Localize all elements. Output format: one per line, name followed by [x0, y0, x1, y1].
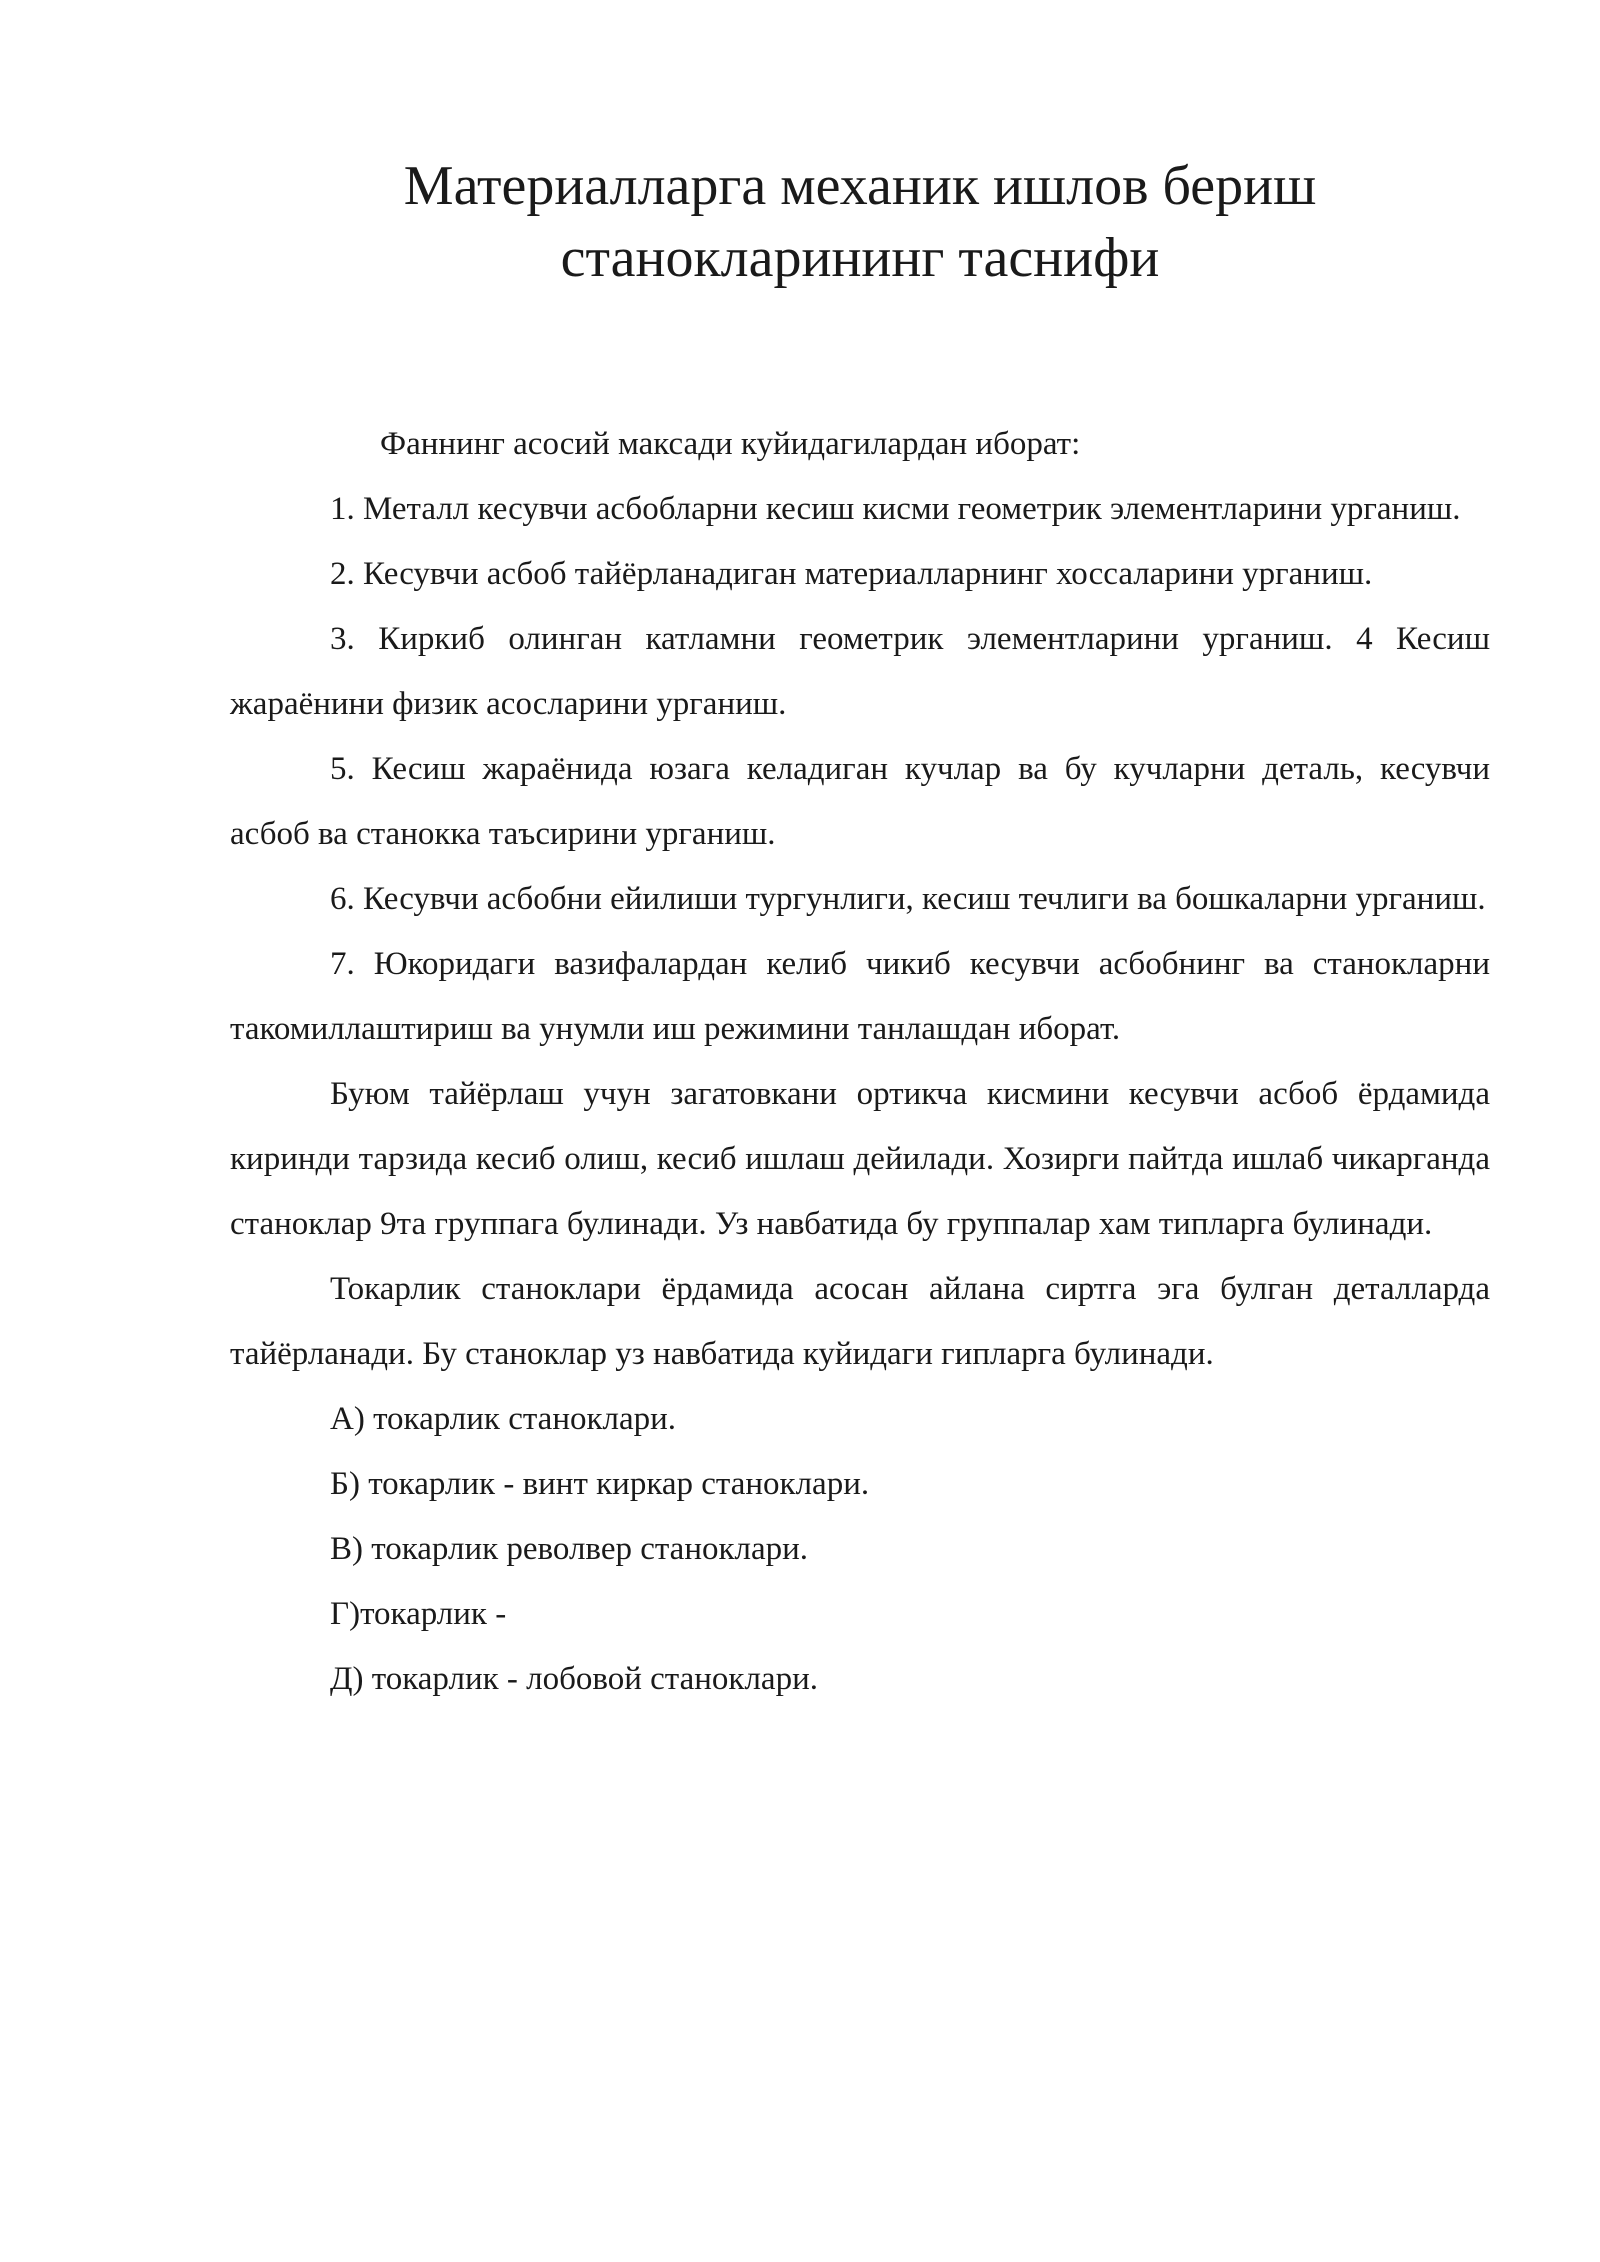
objective-item-6: 6. Кесувчи асбобни ейилиши тургунлиги, кесиш течлиги ва бошкаларни урганиш. — [330, 881, 1486, 917]
title-line-2: станокларининг таснифи — [560, 227, 1160, 289]
lathe-type-v: В) токарлик револвер станоклари. — [330, 1531, 809, 1567]
title-line-1: Материалларга механик ишлов бериш — [403, 155, 1317, 217]
objective-item-5: 5. Кесиш жараёнида юзага келадиган кучлар ва бу кучларни деталь, кесувчи асбоб ва станокка таъсирини урганиш. — [230, 751, 1490, 852]
lathe-paragraph: Токарлик станоклари ёрдамида асосан айлана сиртга эга булган деталларда тайёрланади. Бу станоклар уз навбатида куйидаги гипларга булинади. — [230, 1271, 1490, 1372]
intro-paragraph: Фаннинг асосий максади куйидагилардан иборат: — [380, 426, 1081, 462]
document-title — [230, 150, 1490, 294]
lathe-type-a: А) токарлик станоклари. — [330, 1401, 677, 1437]
lathe-type-g: Г)токарлик - — [330, 1596, 507, 1632]
objective-item-3: 3. Киркиб олинган катламни геометрик элементларини урганиш. 4 Кесиш жараёнини физик асосларини урганиш. — [230, 621, 1490, 722]
lathe-type-d: Д) токарлик - лобовой станоклари. — [330, 1661, 818, 1697]
objective-item-1: 1. Металл кесувчи асбобларни кесиш кисми геометрик элементларини урганиш. — [330, 491, 1461, 527]
cutting-definition-paragraph: Буюм тайёрлаш учун загатовкани ортикча кисмини кесувчи асбоб ёрдамида киринди тарзида кесиб олиш, кесиб ишлаш дейилади. Хозирги пайтда ишлаб чикарганда станоклар 9та группага булинади. Уз навбатида бу группалар хам типларга булинади. — [230, 1076, 1490, 1242]
objective-item-7: 7. Юкоридаги вазифалардан келиб чикиб кесувчи асбобнинг ва станокларни такомиллаштириш ва унумли иш режимини танлашдан иборат. — [230, 946, 1490, 1047]
document-body — [230, 412, 1490, 1712]
objective-item-2: 2. Кесувчи асбоб тайёрланадиган материалларнинг хоссаларини урганиш. — [330, 556, 1373, 592]
lathe-type-b: Б) токарлик - винт киркар станоклари. — [330, 1466, 870, 1502]
